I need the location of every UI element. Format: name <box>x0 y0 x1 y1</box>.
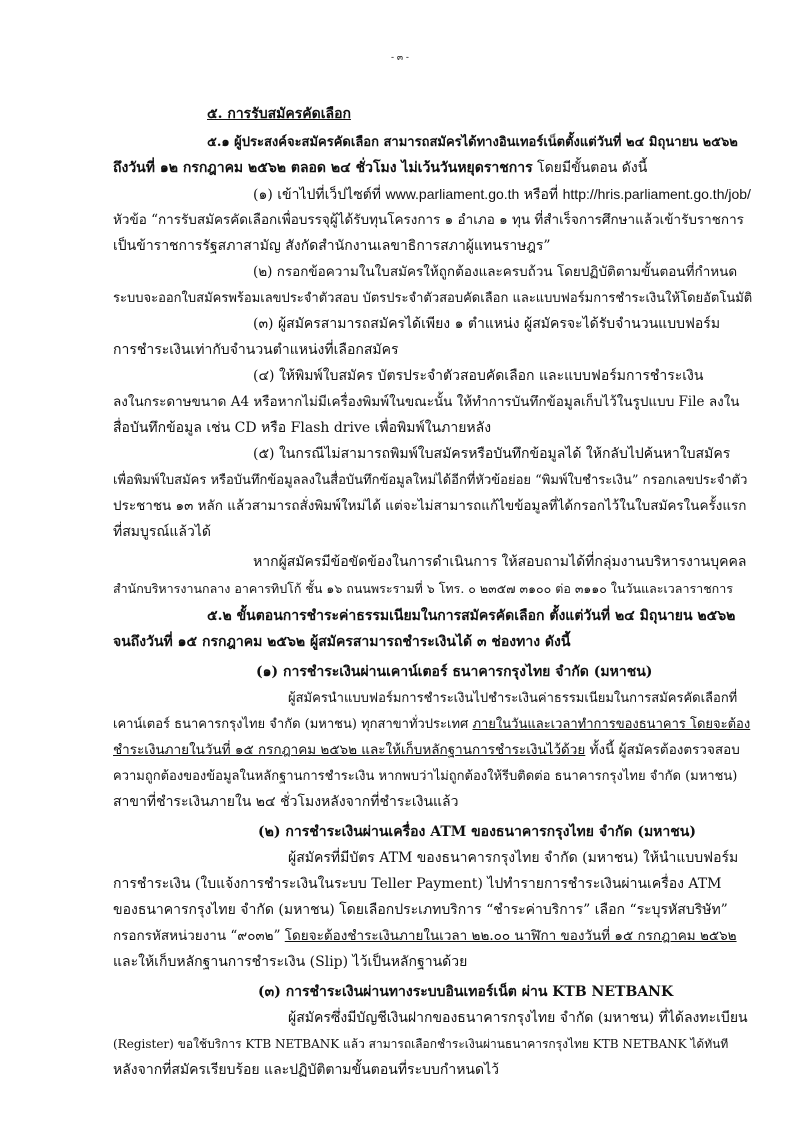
method-2-line-2: การชำระเงิน (ใบแจ้งการชำระเงินในระบบ Teller Payment) ไปทำรายการชำระเงินผ่านเครื่อง ATM <box>113 876 722 892</box>
contact-line-1: หากผู้สมัครมีข้อขัดข้องในการดำเนินการ ให้สอบถามได้ที่กลุ่มงานบริหารงานบุคคล <box>253 554 747 570</box>
method-2-deadline-note: โดยจะต้องชำระเงินภายในเวลา ๒๒.๐๐ นาฬิกา ของวันที่ ๑๕ กรกฎาคม ๒๕๖๒ <box>284 928 737 944</box>
s51-item-2-line-1: (๒) กรอกข้อความในใบสมัครให้ถูกต้องและครบถ้วน โดยปฏิบัติตามขั้นตอนที่กำหนด <box>253 264 738 280</box>
method-1-check-text: ทั้งนี้ ผู้สมัครต้องตรวจสอบ <box>585 742 740 758</box>
page-number: - ๓ - <box>391 53 409 63</box>
s51-item-4-line-2: ลงในกระดาษขนาด A4 หรือหากไม่มีเครื่องพิมพ์ในขณะนั้น ให้ทำการบันทึกข้อมูลเก็บไว้ในรูปแบบ File ลงใน <box>113 394 740 410</box>
method-1-branch-text: เคาน์เตอร์ ธนาคารกรุงไทย จำกัด (มหาชน) ทุกสาขาทั่วประเทศ <box>113 717 473 732</box>
s51-item-1-line-3: เป็นข้าราชการรัฐสภาสามัญ สังกัดสำนักงานเลขาธิการสภาผู้แทนราษฎร” <box>113 238 551 254</box>
s51-line-1 <box>207 133 738 152</box>
s51-item-4-line-1: (๔) ให้พิมพ์ใบสมัคร บัตรประจำตัวสอบคัดเลือก และแบบฟอร์มการชำระเงิน <box>253 368 704 384</box>
method-1-line-2 <box>113 715 750 734</box>
s51-item-3-line-1: (๓) ผู้สมัครสามารถสมัครได้เพียง ๑ ตำแหน่ง ผู้สมัครจะได้รับจำนวนแบบฟอร์ม <box>253 316 721 332</box>
method-2-title: (๒) การชำระเงินผ่านเครื่อง ATM ของธนาคารกรุงไทย จำกัด (มหาชน) <box>258 824 696 840</box>
s51-item-1-line-2: หัวข้อ “การรับสมัครคัดเลือกเพื่อบรรจุผู้ได้รับทุนโครงการ ๑ อำเภอ ๑ ทุน ที่สำเร็จการศึกษาแล้วเข้ารับราชการ <box>113 212 744 228</box>
s51-item-5-line-1: (๕) ในกรณีไม่สามารถพิมพ์ใบสมัครหรือบันทึกข้อมูลได้ ให้กลับไปค้นหาใบสมัคร <box>253 446 731 462</box>
s51-start-date: ตั้งแต่วันที่ ๒๔ มิถุนายน ๒๕๖๒ <box>565 135 738 150</box>
s51-item-1-text: (๑) เข้าไปที่เว็ปไซต์ที่ <box>253 187 386 203</box>
s51-end-date: ถึงวันที่ ๑๒ กรกฎาคม ๒๕๖๒ ตลอด ๒๔ ชั่วโมง ไม่เว้นวันหยุดราชการ <box>113 160 533 176</box>
s52-line-1: ๕.๒ ขั้นตอนการชำระค่าธรรมเนียมในการสมัครคัดเลือก ตั้งแต่วันที่ ๒๔ มิถุนายน ๒๕๖๒ <box>207 608 736 624</box>
method-1-deadline-note: ชำระเงินภายในวันที่ ๑๕ กรกฎาคม ๒๕๖๒ และให้เก็บหลักฐานการชำระเงินไว้ด้วย <box>113 742 586 758</box>
s51-item-2-line-2: ระบบจะออกใบสมัครพร้อมเลขประจำตัวสอบ บัตรประจำตัวสอบคัดเลือก และแบบฟอร์มการชำระเงินให้โดยอัตโนมัติ <box>113 291 753 306</box>
method-2-line-3: ของธนาคารกรุงไทย จำกัด (มหาชน) โดยเลือกประเภทบริการ “ชำระค่าบริการ” เลือก “ระบุรหัสบริษัท” <box>113 902 728 918</box>
s51-item-5-line-2: เพื่อพิมพ์ใบสมัคร หรือบันทึกข้อมูลลงในสื่อบันทึกข้อมูลใหม่ได้อีกที่หัวข้อย่อย “พิมพ์ใบชำระเงิน” กรอกเลขประจำตัว <box>113 473 748 488</box>
method-1-line-1: ผู้สมัครนำแบบฟอร์มการชำระเงินไปชำระเงินค่าธรรมเนียมในการสมัครคัดเลือกที่ <box>288 691 738 706</box>
s51-item-5-line-3: ประชาชน ๑๓ หลัก แล้วสามารถสั่งพิมพ์ใหม่ได้ แต่จะไม่สามารถแก้ไขข้อมูลที่ได้กรอกไว้ในใบสมัครในครั้งแรก <box>113 498 747 514</box>
method-1-line-4: ความถูกต้องของข้อมูลในหลักฐานการชำระเงิน หากพบว่าไม่ถูกต้องให้รีบติดต่อ ธนาคารกรุงไทย จำกัด (มหาชน) <box>113 769 738 784</box>
method-2-line-4 <box>113 927 737 946</box>
method-3-line-1: ผู้สมัครซึ่งมีบัญชีเงินฝากของธนาคารกรุงไทย จำกัด (มหาชน) ที่ได้ลงทะเบียน <box>288 1010 748 1026</box>
method-2-code-text: กรอกรหัสหน่วยงาน “๙๐๓๒” <box>113 928 285 944</box>
method-2-line-5: และให้เก็บหลักฐานการชำระเงิน (Slip) ไว้เป็นหลักฐานด้วย <box>113 954 468 970</box>
method-2-line-1: ผู้สมัครที่มีบัตร ATM ของธนาคารกรุงไทย จำกัด (มหาชน) ให้นำแบบฟอร์ม <box>288 850 739 866</box>
method-3-title: (๓) การชำระเงินผ่านทางระบบอินเทอร์เน็ต ผ่าน KTB NETBANK <box>258 984 674 1000</box>
s51-steps-intro: โดยมีขั้นตอน ดังนี้ <box>532 160 648 176</box>
s51-intro: ๕.๑ ผู้ประสงค์จะสมัครคัดเลือก สามารถสมัครได้ทางอินเทอร์เน็ต <box>207 135 566 150</box>
s51-item-3-line-2: การชำระเงินเท่ากับจำนวนตำแหน่งที่เลือกสมัคร <box>113 342 399 358</box>
s51-item-5-line-4: ที่สมบูรณ์แล้วได้ <box>113 524 211 540</box>
method-1-title: (๑) การชำระเงินผ่านเคาน์เตอร์ ธนาคารกรุงไทย จำกัด (มหาชน) <box>256 664 653 680</box>
method-1-hours-note: ภายในวันและเวลาทำการของธนาคาร โดยจะต้อง <box>472 717 751 732</box>
s51-item-4-line-3: สื่อบันทึกข้อมูล เช่น CD หรือ Flash drive เพื่อพิมพ์ในภายหลัง <box>113 420 492 436</box>
s51-line-2 <box>113 159 647 178</box>
method-3-line-2: (Register) ขอใช้บริการ KTB NETBANK แล้ว สามารถเลือกชำระเงินผ่านธนาคารกรุงไทย KTB NETBANK ได้ทันที <box>113 1037 729 1051</box>
method-1-line-5: สาขาที่ชำระเงินภายใน ๒๔ ชั่วโมงหลังจากที่ชำระเงินแล้ว <box>113 794 459 810</box>
s52-line-2: จนถึงวันที่ ๑๕ กรกฎาคม ๒๕๖๒ ผู้สมัครสามารถชำระเงินได้ ๓ ช่องทาง ดังนี้ <box>113 634 571 650</box>
method-3-line-3: หลังจากที่สมัครเรียบร้อย และปฏิบัติตามขั้นตอนที่ระบบกำหนดไว้ <box>113 1062 499 1078</box>
contact-line-2: สำนักบริหารงานกลาง อาคารทิปโก้ ชั้น ๑๖ ถนนพระรามที่ ๖ โทร. ๐ ๒๓๕๗ ๓๑๐๐ ต่อ ๓๑๑๐ ในวันและเวลาราชการ <box>113 581 733 596</box>
s51-item-1-or: หรือที่ <box>519 187 563 203</box>
parliament-website-link[interactable]: www.parliament.go.th <box>385 186 520 202</box>
hris-job-link[interactable]: http://hris.parliament.go.th/job/ <box>562 186 751 202</box>
method-1-line-3 <box>113 741 740 760</box>
s51-item-1-line-1 <box>253 185 751 205</box>
section-5-heading: ๕. การรับสมัครคัดเลือก <box>207 106 351 122</box>
